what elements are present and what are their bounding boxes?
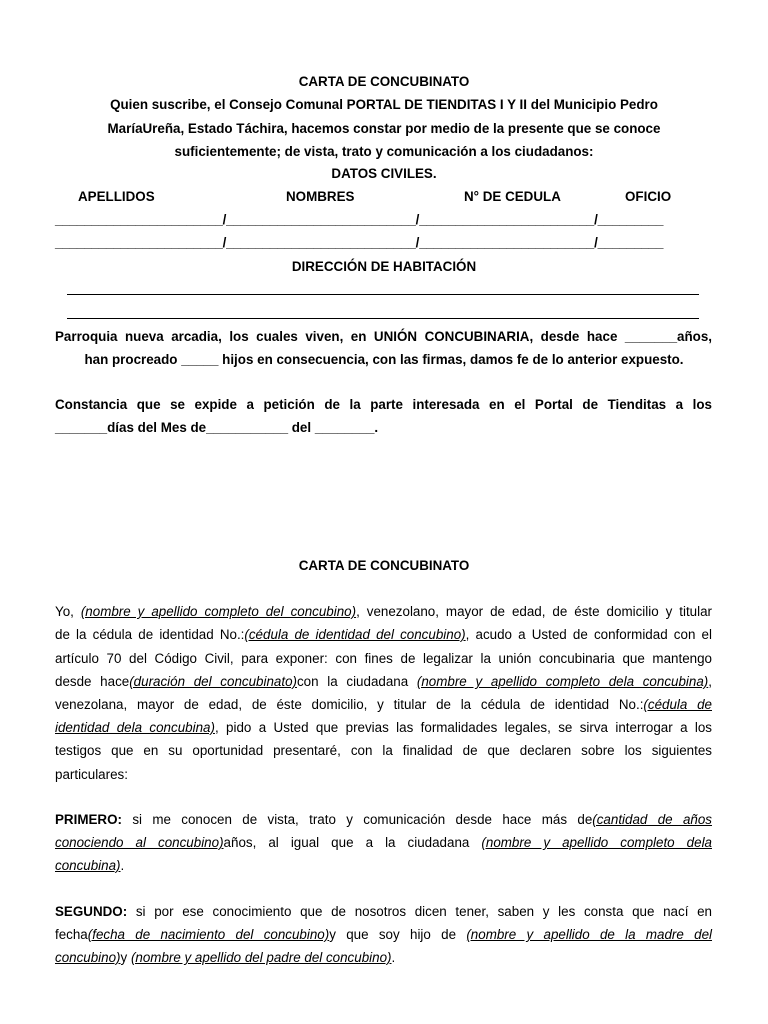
column-oficio: OFICIO xyxy=(625,189,672,204)
concubina-name-field-2: (nombre y apellido completo dela xyxy=(481,835,712,850)
segundo-text: y que soy hijo de xyxy=(329,927,467,942)
segundo-text: si por ese conocimiento que de nosotros dicen tener, saben y les consta que nací en xyxy=(127,904,712,919)
p1-text: Yo, xyxy=(55,604,81,619)
blank-row-1: _______________________/__________________________/________________________/_________ xyxy=(55,212,664,227)
p1-line-3: artículo 70 del Código Civil, para exponer: con fines de legalizar la unión concubinaria que mantengo xyxy=(55,651,712,666)
p1-text: , venezolano, mayor de edad, de éste domicilio y titular xyxy=(356,604,712,619)
primero-line-1 xyxy=(55,812,712,827)
p1-line-6 xyxy=(55,720,712,735)
column-apellidos: APELLIDOS xyxy=(78,189,155,204)
birthdate-field: (fecha de nacimiento del concubino) xyxy=(87,927,330,942)
p1-text: con la ciudadana xyxy=(296,674,417,689)
column-nombres: NOMBRES xyxy=(286,189,355,204)
p1-line-7: testigos que en su oportunidad presentaré, con la finalidad de que declaren sobre los siguientes xyxy=(55,743,712,758)
segundo-line-1 xyxy=(55,904,712,919)
column-cedula: N° DE CEDULA xyxy=(464,189,561,204)
segundo-text: fecha xyxy=(55,927,88,942)
primero-label: PRIMERO: xyxy=(55,812,122,827)
p1-text: desde hace xyxy=(55,674,130,689)
segundo-label: SEGUNDO: xyxy=(55,904,128,919)
p1-text: , xyxy=(708,674,712,689)
parroquia-line-1: Parroquia nueva arcadia, los cuales viven, en UNIÓN CONCUBINARIA, desde hace _______años, xyxy=(55,329,712,344)
blank-row-2: _______________________/__________________________/________________________/_________ xyxy=(55,235,664,250)
address-line-2 xyxy=(67,318,699,319)
concubino-name-field: (nombre y apellido completo del concubino) xyxy=(80,604,357,619)
letter2-title: CARTA DE CONCUBINATO xyxy=(298,558,470,573)
p1-line-5 xyxy=(55,697,712,712)
constancia-line-1: Constancia que se expide a petición de la parte interesada en el Portal de Tienditas a los xyxy=(55,397,712,412)
p1-text: , acudo a Usted de conformidad con el xyxy=(465,627,712,642)
segundo-text: y xyxy=(120,950,131,965)
father-name-field: (nombre y apellido del padre del concubino) xyxy=(130,950,392,965)
primero-text: años, al igual que a la ciudadana xyxy=(223,835,482,850)
letter1-intro-line-2: MaríaUreña, Estado Táchira, hacemos constar por medio de la presente que se conoce xyxy=(107,121,661,136)
p1-line-2 xyxy=(55,627,712,642)
duration-field: (duración del concubinato) xyxy=(129,674,297,689)
segundo-text: . xyxy=(391,950,396,965)
p1-line-1 xyxy=(55,604,712,619)
letter1-intro-line-1: Quien suscribe, el Consejo Comunal PORTAL DE TIENDITAS I Y II del Municipio Pedro xyxy=(110,97,658,112)
years-field: (cantidad de años xyxy=(592,812,712,827)
primero-text: si me conocen de vista, trato y comunicación desde hace más de xyxy=(121,812,593,827)
address-line-1 xyxy=(67,294,699,295)
concubina-id-field-cont: identidad dela concubina) xyxy=(55,720,215,735)
segundo-line-2 xyxy=(55,927,712,942)
p1-line-4 xyxy=(55,674,712,689)
primero-text: . xyxy=(120,858,125,873)
concubino-id-field: (cédula de identidad del concubino) xyxy=(244,627,466,642)
concubina-id-field: (cédula de xyxy=(643,697,712,712)
primero-line-2 xyxy=(55,835,712,850)
parroquia-line-2: han procreado _____ hijos en consecuencia, con las firmas, damos fe de lo anterior expuesto. xyxy=(84,352,684,367)
concubina-name-field-2-cont: concubina) xyxy=(55,858,121,873)
p1-line-8: particulares: xyxy=(55,767,128,782)
p1-text: de la cédula de identidad No.: xyxy=(55,627,245,642)
mother-name-field-cont: concubino) xyxy=(55,950,121,965)
direccion-heading: DIRECCIÓN DE HABITACIÓN xyxy=(291,259,477,274)
p1-text: venezolana, mayor de edad, de éste domicilio, y titular de la cédula de identidad No.: xyxy=(55,697,644,712)
concubina-name-field: (nombre y apellido completo dela concubina) xyxy=(416,674,709,689)
p1-text: , pido a Usted que previas las formalidades legales, se sirva interrogar a los xyxy=(214,720,713,735)
letter1-title: CARTA DE CONCUBINATO xyxy=(298,74,470,89)
mother-name-field: (nombre y apellido de la madre del xyxy=(466,927,713,942)
datos-civiles-heading: DATOS CIVILES. xyxy=(331,166,437,181)
letter1-intro-line-3: suficientemente; de vista, trato y comunicación a los ciudadanos: xyxy=(174,144,594,159)
constancia-line-2: _______días del Mes de___________ del ________. xyxy=(55,420,379,435)
years-field-cont: conociendo al concubino) xyxy=(55,835,224,850)
primero-line-3 xyxy=(55,858,712,873)
segundo-line-3 xyxy=(55,950,712,965)
